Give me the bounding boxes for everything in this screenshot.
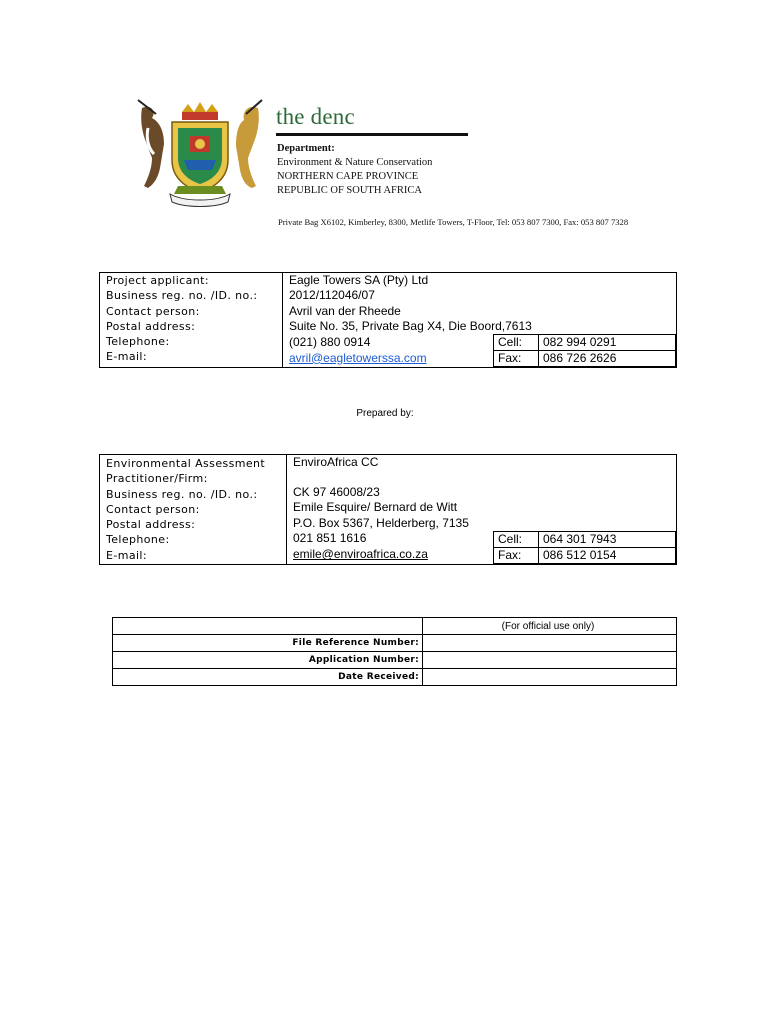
dept-line: REPUBLIC OF SOUTH AFRICA (277, 185, 422, 196)
label: Environmental Assessment (106, 457, 266, 470)
brand-title: the denc (276, 104, 355, 129)
applicant-phone-grid (283, 334, 676, 367)
applicant-contact: Avril van der Rheede (289, 303, 401, 318)
label: Telephone: (106, 533, 170, 547)
label: Business reg. no. /ID. no.: (106, 289, 258, 303)
practitioner-labels (100, 455, 287, 565)
cell-label: Cell: (494, 335, 539, 351)
label: Contact person: (106, 502, 200, 516)
label: Postal address: (106, 319, 196, 333)
practitioner-contact: Emile Esquire/ Bernard de Witt (293, 500, 458, 515)
label: E-mail: (106, 548, 147, 562)
label: Contact person: (106, 304, 200, 318)
practitioner-phone-grid (287, 531, 676, 564)
cell-label: Cell: (494, 531, 539, 547)
official-use-table (112, 617, 677, 686)
applicant-reg-no: 2012/112046/07 (289, 288, 375, 303)
practitioner-values (287, 455, 677, 565)
department-lines (277, 142, 432, 198)
label: Project applicant: (106, 274, 209, 287)
label: Practitioner/Firm: (106, 472, 208, 486)
department-contact-line: Private Bag X6102, Kimberley, 8300, Metlife Towers, T-Floor, Tel: 053 807 7300, Fax: 053 807 7328 (278, 217, 629, 227)
practitioner-telephone: 021 851 1616 (293, 531, 367, 546)
applicant-values (283, 273, 677, 368)
brand-rule (276, 133, 468, 136)
date-received-field[interactable] (423, 669, 677, 686)
practitioner-postal: P.O. Box 5367, Helderberg, 7135 (293, 515, 469, 530)
coat-of-arms-icon (134, 98, 266, 208)
applicant-fax: 086 726 2626 (539, 351, 676, 367)
practitioner-email[interactable]: emile@enviroafrica.co.za (293, 547, 428, 562)
dept-line: Department: (277, 143, 335, 154)
date-received-label: Date Received: (113, 669, 423, 686)
label: E-mail: (106, 350, 147, 364)
file-reference-field[interactable] (423, 635, 677, 652)
application-number-field[interactable] (423, 652, 677, 669)
prepared-by-label: Prepared by: (356, 408, 414, 419)
fax-label: Fax: (494, 351, 539, 367)
practitioner-firm: EnviroAfrica CC (293, 455, 379, 469)
applicant-cell: 082 994 0291 (539, 335, 676, 351)
label: Postal address: (106, 518, 196, 532)
practitioner-cell: 064 301 7943 (539, 531, 676, 547)
label: Telephone: (106, 335, 170, 349)
label: Business reg. no. /ID. no.: (106, 487, 258, 501)
applicant-email-link[interactable]: avril@eagletowerssa.com (289, 350, 427, 365)
fax-label: Fax: (494, 547, 539, 563)
applicant-telephone: (021) 880 0914 (289, 334, 371, 349)
practitioner-fax: 086 512 0154 (539, 547, 676, 563)
applicant-labels (100, 273, 283, 368)
applicant-table (99, 272, 677, 368)
file-reference-label: File Reference Number: (113, 635, 423, 652)
practitioner-reg-no: CK 97 46008/23 (293, 485, 380, 499)
application-number-label: Application Number: (113, 652, 423, 669)
applicant-postal: Suite No. 35, Private Bag X4, Die Boord,7613 (289, 318, 532, 333)
dept-line: NORTHERN CAPE PROVINCE (277, 171, 419, 182)
practitioner-table (99, 454, 677, 565)
dept-line: Environment & Nature Conservation (277, 157, 433, 168)
official-blank-cell (113, 618, 423, 635)
applicant-name: Eagle Towers SA (Pty) Ltd (289, 273, 429, 287)
official-use-note: (For official use only) (423, 618, 677, 635)
